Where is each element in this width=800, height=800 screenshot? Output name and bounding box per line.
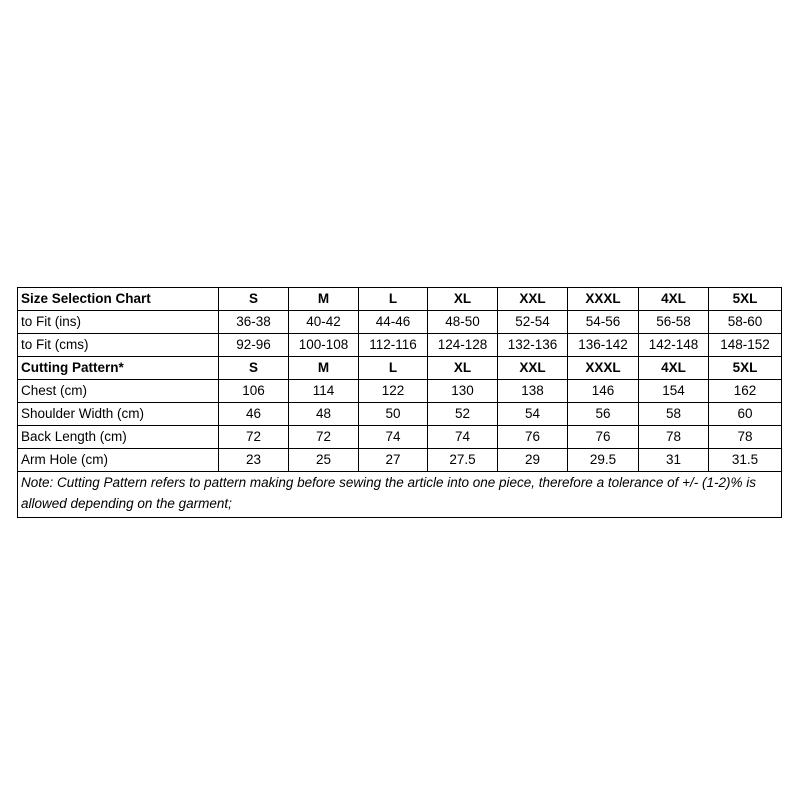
header-size-xxxl: XXXL bbox=[568, 288, 639, 311]
table-cell: 122 bbox=[359, 380, 428, 403]
table-cell: 72 bbox=[289, 426, 359, 449]
table-cell: 130 bbox=[428, 380, 498, 403]
header-size-l: L bbox=[359, 288, 428, 311]
arm-hole-row bbox=[18, 449, 782, 472]
table-cell: 138 bbox=[498, 380, 568, 403]
table-cell: 76 bbox=[568, 426, 639, 449]
fit-cms-label: to Fit (cms) bbox=[18, 334, 219, 357]
header-size-m: M bbox=[289, 288, 359, 311]
table-cell: 76 bbox=[498, 426, 568, 449]
table-cell: 44-46 bbox=[359, 311, 428, 334]
fit-cms-row bbox=[18, 334, 782, 357]
header-size-xl: XL bbox=[428, 288, 498, 311]
table-cell: 54 bbox=[498, 403, 568, 426]
chest-label: Chest (cm) bbox=[18, 380, 219, 403]
table-cell: 124-128 bbox=[428, 334, 498, 357]
table-cell: 58 bbox=[639, 403, 709, 426]
back-length-row bbox=[18, 426, 782, 449]
table-cell: 162 bbox=[709, 380, 782, 403]
table-cell: 92-96 bbox=[219, 334, 289, 357]
cutting-size-xxxl: XXXL bbox=[568, 357, 639, 380]
shoulder-width-label: Shoulder Width (cm) bbox=[18, 403, 219, 426]
table-cell: 52-54 bbox=[498, 311, 568, 334]
header-size-s: S bbox=[219, 288, 289, 311]
cutting-size-4xl: 4XL bbox=[639, 357, 709, 380]
cutting-size-s: S bbox=[219, 357, 289, 380]
table-cell: 31.5 bbox=[709, 449, 782, 472]
cutting-size-l: L bbox=[359, 357, 428, 380]
table-cell: 114 bbox=[289, 380, 359, 403]
cutting-size-5xl: 5XL bbox=[709, 357, 782, 380]
table-cell: 60 bbox=[709, 403, 782, 426]
table-cell: 56-58 bbox=[639, 311, 709, 334]
table-cell: 40-42 bbox=[289, 311, 359, 334]
table-cell: 78 bbox=[709, 426, 782, 449]
fit-ins-label: to Fit (ins) bbox=[18, 311, 219, 334]
table-cell: 74 bbox=[359, 426, 428, 449]
table-cell: 46 bbox=[219, 403, 289, 426]
table-cell: 25 bbox=[289, 449, 359, 472]
table-cell: 29.5 bbox=[568, 449, 639, 472]
table-cell: 142-148 bbox=[639, 334, 709, 357]
cutting-size-xl: XL bbox=[428, 357, 498, 380]
header-row bbox=[18, 288, 782, 311]
tolerance-note: Note: Cutting Pattern refers to pattern making before sewing the article into one piece, therefore a tolerance of +/- (1-2)% is allowed depending on the garment; bbox=[18, 472, 782, 518]
table-cell: 23 bbox=[219, 449, 289, 472]
cutting-size-m: M bbox=[289, 357, 359, 380]
table-cell: 50 bbox=[359, 403, 428, 426]
header-size-xxl: XXL bbox=[498, 288, 568, 311]
table-cell: 148-152 bbox=[709, 334, 782, 357]
cutting-pattern-header-row bbox=[18, 357, 782, 380]
table-cell: 52 bbox=[428, 403, 498, 426]
shoulder-width-row bbox=[18, 403, 782, 426]
table-cell: 27.5 bbox=[428, 449, 498, 472]
note-row bbox=[18, 472, 782, 518]
table-cell: 100-108 bbox=[289, 334, 359, 357]
table-cell: 29 bbox=[498, 449, 568, 472]
table-cell: 132-136 bbox=[498, 334, 568, 357]
back-length-label: Back Length (cm) bbox=[18, 426, 219, 449]
table-cell: 74 bbox=[428, 426, 498, 449]
table-cell: 154 bbox=[639, 380, 709, 403]
table-cell: 78 bbox=[639, 426, 709, 449]
table-cell: 58-60 bbox=[709, 311, 782, 334]
table-cell: 146 bbox=[568, 380, 639, 403]
table-cell: 36-38 bbox=[219, 311, 289, 334]
table-cell: 106 bbox=[219, 380, 289, 403]
header-label: Size Selection Chart bbox=[18, 288, 219, 311]
table-cell: 56 bbox=[568, 403, 639, 426]
table-cell: 136-142 bbox=[568, 334, 639, 357]
table-cell: 54-56 bbox=[568, 311, 639, 334]
size-chart-table bbox=[17, 287, 782, 518]
cutting-pattern-label: Cutting Pattern* bbox=[18, 357, 219, 380]
header-size-5xl: 5XL bbox=[709, 288, 782, 311]
fit-ins-row bbox=[18, 311, 782, 334]
table-cell: 31 bbox=[639, 449, 709, 472]
cutting-size-xxl: XXL bbox=[498, 357, 568, 380]
table-cell: 112-116 bbox=[359, 334, 428, 357]
table-cell: 72 bbox=[219, 426, 289, 449]
chest-row bbox=[18, 380, 782, 403]
table-cell: 48 bbox=[289, 403, 359, 426]
table-cell: 48-50 bbox=[428, 311, 498, 334]
header-size-4xl: 4XL bbox=[639, 288, 709, 311]
arm-hole-label: Arm Hole (cm) bbox=[18, 449, 219, 472]
table-cell: 27 bbox=[359, 449, 428, 472]
